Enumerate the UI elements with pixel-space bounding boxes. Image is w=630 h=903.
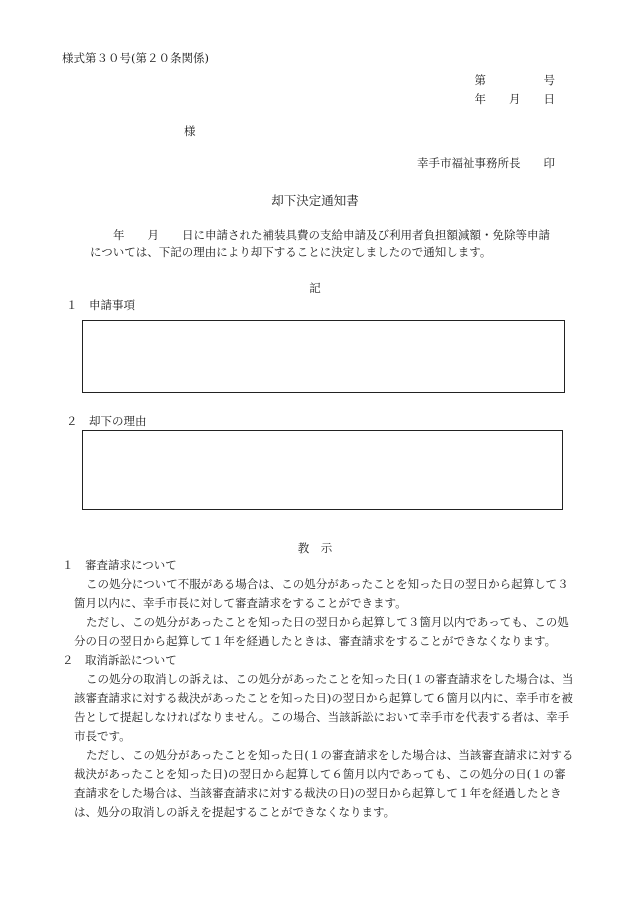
rejection-reason-box — [82, 430, 563, 510]
ki-heading: 記 — [309, 281, 321, 295]
note-paragraph: この処分の取消しの訴えは、この処分があったことを知った日(１の審査請求をした場合は、当該審査請求に対する裁決があったことを知った日)の翌日から起算して６箇月以内に、幸手市を被告として提起しなければなりません。この場合、当該訴訟において幸手市を代表する者は、幸手市長です。 — [74, 672, 574, 743]
intro-line-1: 年 月 日に申請された補装具費の支給申請及び利用者負担額減額・免除等申請 — [90, 228, 550, 242]
document-date: 年 月 日 — [474, 92, 555, 106]
document-number: 第 号 — [474, 73, 555, 87]
instruction-notes — [62, 556, 574, 822]
note-heading-lawsuit: ２ 取消訴訟について — [62, 653, 177, 667]
section-application-items: １ 申請事項 — [66, 298, 135, 312]
note-paragraph: この処分について不服がある場合は、この処分があったことを知った日の翌日から起算して３箇月以内に、幸手市長に対して審査請求をすることができます。 — [74, 577, 569, 610]
issuer: 幸手市福祉事務所長 印 — [417, 156, 555, 170]
intro-line-2: については、下記の理由により却下することに決定しましたので通知します。 — [90, 245, 492, 260]
application-items-box — [82, 320, 565, 393]
section-rejection-reason: ２ 却下の理由 — [66, 414, 147, 428]
document-title: 却下決定通知書 — [271, 193, 359, 208]
note-paragraph: ただし、この処分があったことを知った日(１の審査請求をした場合は、当該審査請求に対する裁決があったことを知った日)の翌日から起算して６箇月以内であっても、この処分の日(１の審査請求をした場合は、当該審査請求に対する裁決の日)の翌日から起算して１年を経過したときは、処分の取消しの訴えを提起することができなくなります。 — [74, 748, 574, 819]
note-heading-appeal: １ 審査請求について — [62, 558, 177, 572]
note-paragraph: ただし、この処分があったことを知った日の翌日から起算して３箇月以内であっても、この処分の日の翌日から起算して１年を経過したときは、審査請求をすることができなくなります。 — [74, 615, 569, 648]
addressee: 様 — [184, 124, 196, 138]
form-number: 様式第３０号(第２０条関係) — [62, 51, 209, 65]
intro-text — [90, 227, 570, 262]
instruction-heading: 教 示 — [297, 541, 333, 555]
